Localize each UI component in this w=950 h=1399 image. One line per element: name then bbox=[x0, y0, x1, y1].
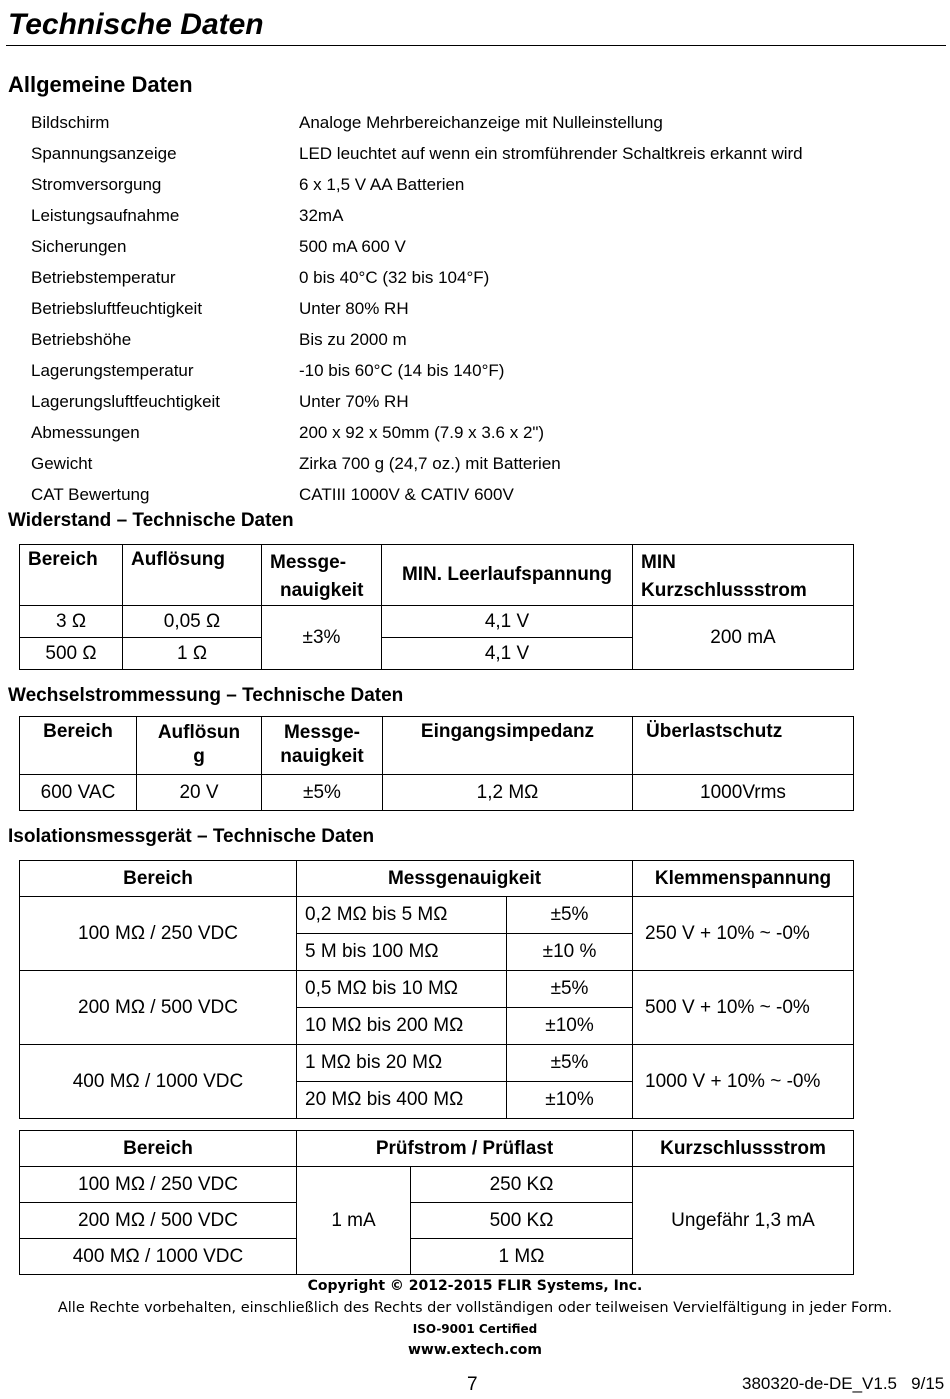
spec-label: Lagerungstemperatur bbox=[31, 361, 194, 380]
table-cell: 1 MΩ bbox=[411, 1239, 633, 1275]
document-id: 380320-de-DE_V1.5 9/15 bbox=[742, 1374, 945, 1393]
table-cell: 400 MΩ / 1000 VDC bbox=[20, 1239, 297, 1275]
table-cell: 20 MΩ bis 400 MΩ bbox=[297, 1082, 507, 1119]
table-cell: 200 MΩ / 500 VDC bbox=[20, 971, 297, 1045]
test-current-table bbox=[19, 1130, 854, 1275]
page-number: 7 bbox=[467, 1374, 478, 1395]
spec-label: Betriebshöhe bbox=[31, 330, 132, 349]
table-cell: 0,05 Ω bbox=[123, 606, 262, 638]
table-cell: 250 V + 10% ~ -0% bbox=[633, 897, 854, 971]
spec-value: 500 mA 600 V bbox=[299, 237, 406, 256]
spec-label: Sicherungen bbox=[31, 237, 127, 256]
table-header: Bereich bbox=[20, 717, 137, 775]
table-cell: 4,1 V bbox=[382, 606, 633, 638]
spec-row bbox=[31, 454, 931, 485]
spec-row bbox=[31, 237, 931, 268]
spec-row bbox=[31, 330, 931, 361]
spec-label: CAT Bewertung bbox=[31, 485, 150, 504]
spec-row bbox=[31, 268, 931, 299]
table-cell: ±5% bbox=[507, 1045, 633, 1082]
spec-value: 0 bis 40°C (32 bis 104°F) bbox=[299, 268, 490, 287]
table-header: Eingangsimpedanz bbox=[383, 717, 633, 775]
resistance-table bbox=[19, 544, 854, 670]
table-cell: 100 MΩ / 250 VDC bbox=[20, 1167, 297, 1203]
table-cell: 100 MΩ / 250 VDC bbox=[20, 897, 297, 971]
table-header: Überlastschutz bbox=[633, 717, 854, 775]
table-cell: 3 Ω bbox=[20, 606, 123, 638]
table-cell: 20 V bbox=[137, 775, 262, 811]
table-header: Prüfstrom / Prüflast bbox=[297, 1131, 633, 1167]
spec-row bbox=[31, 144, 931, 175]
title-divider bbox=[6, 45, 946, 46]
table-cell: 1,2 MΩ bbox=[383, 775, 633, 811]
table-cell: 500 Ω bbox=[20, 638, 123, 670]
spec-value: Unter 70% RH bbox=[299, 392, 409, 411]
ac-voltage-heading: Wechselstrommessung – Technische Daten bbox=[8, 685, 404, 706]
resistance-heading: Widerstand – Technische Daten bbox=[8, 510, 294, 531]
table-header: Messge- nauigkeit bbox=[262, 545, 382, 606]
spec-label: Stromversorgung bbox=[31, 175, 162, 194]
spec-value: 200 x 92 x 50mm (7.9 x 3.6 x 2") bbox=[299, 423, 545, 442]
table-cell: 10 MΩ bis 200 MΩ bbox=[297, 1008, 507, 1045]
table-cell: 5 M bis 100 MΩ bbox=[297, 934, 507, 971]
spec-row bbox=[31, 175, 931, 206]
spec-value: LED leuchtet auf wenn ein stromführender Schaltkreis erkannt wird bbox=[299, 144, 803, 163]
ac-voltage-table bbox=[19, 716, 854, 811]
spec-label: Gewicht bbox=[31, 454, 93, 473]
website-url: www.extech.com bbox=[407, 1342, 543, 1358]
spec-row bbox=[31, 299, 931, 330]
table-cell: Ungefähr 1,3 mA bbox=[633, 1167, 854, 1275]
table-cell: ±10% bbox=[507, 1008, 633, 1045]
table-header: Messge- nauigkeit bbox=[262, 717, 383, 775]
table-cell: ±5% bbox=[262, 775, 383, 811]
spec-value: Bis zu 2000 m bbox=[299, 330, 407, 349]
spec-label: Abmessungen bbox=[31, 423, 140, 442]
table-cell: 200 mA bbox=[633, 606, 854, 670]
table-cell: ±3% bbox=[262, 606, 382, 670]
spec-row bbox=[31, 361, 931, 392]
table-cell: 500 V + 10% ~ -0% bbox=[633, 971, 854, 1045]
table-cell: 500 KΩ bbox=[411, 1203, 633, 1239]
table-header: Bereich bbox=[20, 1131, 297, 1167]
general-heading: Allgemeine Daten bbox=[8, 72, 193, 97]
table-cell: 1 MΩ bis 20 MΩ bbox=[297, 1045, 507, 1082]
spec-value: 32mA bbox=[299, 206, 344, 225]
spec-value: Unter 80% RH bbox=[299, 299, 409, 318]
table-cell: 1 Ω bbox=[123, 638, 262, 670]
spec-row bbox=[31, 392, 931, 423]
table-cell: 1000 V + 10% ~ -0% bbox=[633, 1045, 854, 1119]
table-cell: 0,5 MΩ bis 10 MΩ bbox=[297, 971, 507, 1008]
insulation-table bbox=[19, 860, 854, 1119]
page-title: Technische Daten bbox=[8, 8, 264, 41]
table-cell: 200 MΩ / 500 VDC bbox=[20, 1203, 297, 1239]
table-cell: ±5% bbox=[507, 897, 633, 934]
table-cell: 400 MΩ / 1000 VDC bbox=[20, 1045, 297, 1119]
spec-row bbox=[31, 113, 931, 144]
iso-certification: ISO-9001 Certified bbox=[412, 1322, 538, 1336]
table-header: Bereich bbox=[20, 861, 297, 897]
table-cell: 600 VAC bbox=[20, 775, 137, 811]
spec-label: Bildschirm bbox=[31, 113, 110, 132]
table-header: MIN. Leerlaufspannung bbox=[382, 545, 633, 606]
table-header: Auflösun g bbox=[137, 717, 262, 775]
spec-value: 6 x 1,5 V AA Batterien bbox=[299, 175, 465, 194]
table-cell: 0,2 MΩ bis 5 MΩ bbox=[297, 897, 507, 934]
spec-row bbox=[31, 423, 931, 454]
rights-text: Alle Rechte vorbehalten, einschließlich des Rechts der vollständigen oder teilweisen Vervielfältigung in jeder Form. bbox=[57, 1300, 893, 1316]
insulation-heading: Isolationsmessgerät – Technische Daten bbox=[8, 826, 375, 847]
spec-label: Betriebstemperatur bbox=[31, 268, 176, 287]
table-header: Kurzschlussstrom bbox=[633, 1131, 854, 1167]
table-header: Messgenauigkeit bbox=[297, 861, 633, 897]
copyright-text: Copyright © 2012-2015 FLIR Systems, Inc. bbox=[307, 1278, 643, 1294]
spec-value: Analoge Mehrbereichanzeige mit Nulleinstellung bbox=[299, 113, 663, 132]
spec-label: Lagerungsluftfeuchtigkeit bbox=[31, 392, 221, 411]
table-header: Auflösung bbox=[123, 545, 262, 606]
table-cell: ±10 % bbox=[507, 934, 633, 971]
table-cell: ±10% bbox=[507, 1082, 633, 1119]
table-cell: 4,1 V bbox=[382, 638, 633, 670]
spec-label: Spannungsanzeige bbox=[31, 144, 177, 163]
spec-row bbox=[31, 206, 931, 237]
table-header: Bereich bbox=[20, 545, 123, 606]
spec-value: CATIII 1000V & CATIV 600V bbox=[299, 485, 514, 504]
spec-label: Leistungsaufnahme bbox=[31, 206, 180, 225]
spec-value: Zirka 700 g (24,7 oz.) mit Batterien bbox=[299, 454, 561, 473]
table-cell: 250 KΩ bbox=[411, 1167, 633, 1203]
table-cell: 1 mA bbox=[297, 1167, 411, 1275]
table-cell: ±5% bbox=[507, 971, 633, 1008]
table-header: Klemmenspannung bbox=[633, 861, 854, 897]
table-cell: 1000Vrms bbox=[633, 775, 854, 811]
spec-label: Betriebsluftfeuchtigkeit bbox=[31, 299, 203, 318]
spec-value: -10 bis 60°C (14 bis 140°F) bbox=[299, 361, 505, 380]
table-header: MIN Kurzschlussstrom bbox=[633, 545, 854, 606]
